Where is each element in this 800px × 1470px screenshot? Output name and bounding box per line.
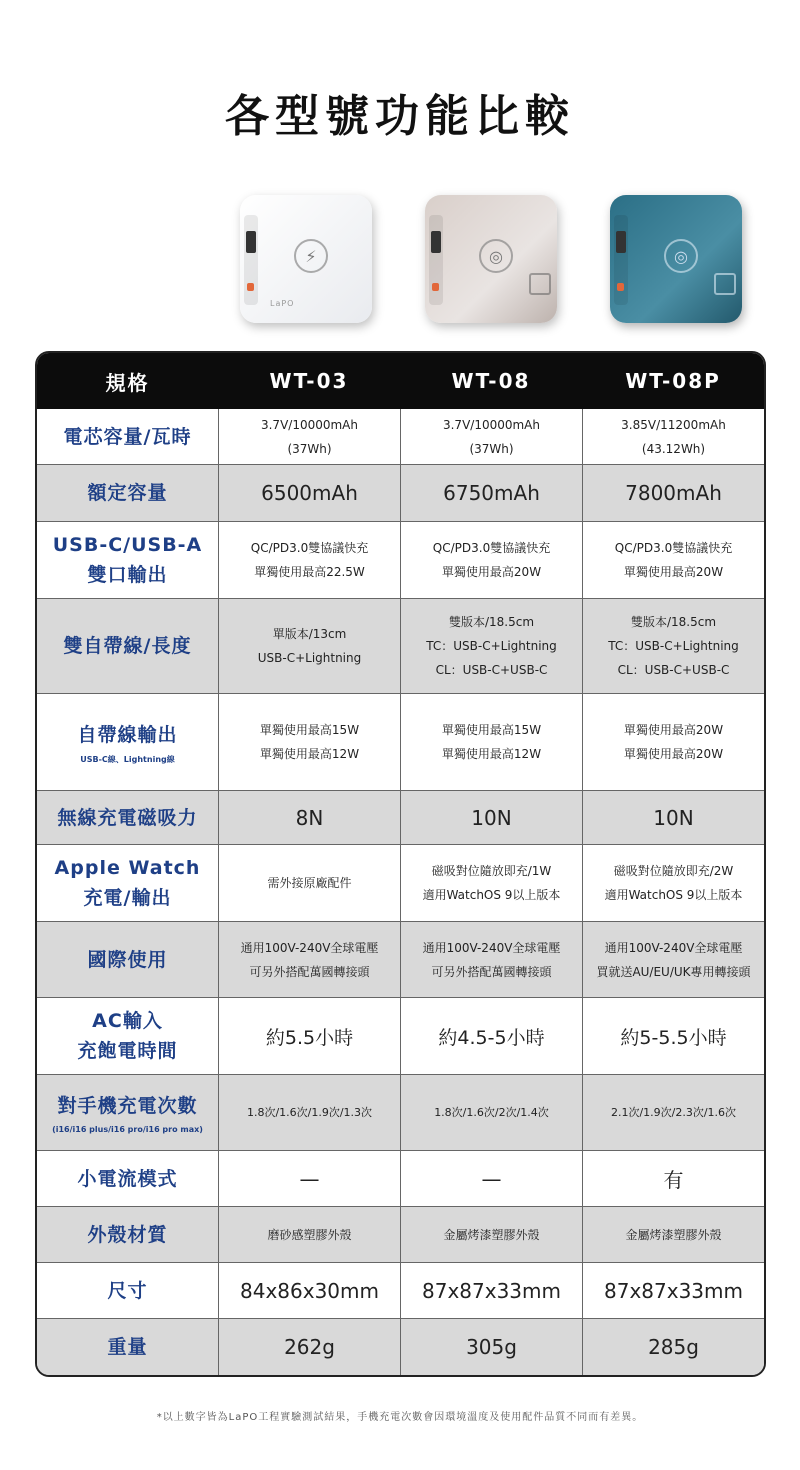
row-label-note: (i16/i16 plus/i16 pro/i16 pro max) [52, 1125, 203, 1134]
cell-text: 3.85V/11200mAh [621, 417, 726, 432]
header-wt08p: WT-08P [625, 369, 721, 393]
value-cell-wt-03 [218, 599, 400, 693]
lightning-icon: ⚡ [294, 239, 328, 273]
header-spec: 規格 [105, 370, 150, 395]
table-row [37, 599, 764, 694]
cell-text: 單獨使用最高20W [441, 565, 542, 579]
cell-text: 87x87x33mm [422, 1278, 561, 1303]
cell-text: 約5.5小時 [265, 1026, 354, 1049]
cell-text: 單獨使用最高22.5W [254, 565, 365, 579]
cell-text: 約5-5.5小時 [620, 1026, 727, 1049]
row-label-cell [37, 1075, 218, 1150]
table-row [37, 845, 764, 922]
value-cell-wt-08 [400, 1319, 582, 1375]
row-label: 外殼材質 [87, 1223, 168, 1246]
cell-text: 10N [653, 805, 694, 830]
cell-text: 87x87x33mm [604, 1278, 743, 1303]
value-cell-wt-03 [218, 1207, 400, 1262]
value-cell-wt-03 [218, 1075, 400, 1150]
cell-text: 約4.5-5小時 [438, 1026, 545, 1049]
cell-text: 1.8次/1.6次/2次/1.4次 [434, 1105, 549, 1119]
value-cell-wt-08 [400, 599, 582, 693]
cell-text: (37Wh) [287, 441, 332, 456]
footnote: *以上數字皆為LaPO工程實驗測試結果，手機充電次數會因環境溫度及使用配件品質不同而有差異。 [156, 1412, 644, 1423]
cell-text: (37Wh) [469, 441, 514, 456]
cell-text: 10N [471, 805, 512, 830]
brand-logo: LaPO [270, 299, 295, 308]
cell-text: 84x86x30mm [240, 1278, 379, 1303]
row-label: AC輸入 [92, 1010, 163, 1032]
table-row [37, 465, 764, 522]
spec-comparison-table [35, 351, 766, 1377]
value-cell-wt-03 [218, 1263, 400, 1318]
cell-text: 買就送AU/EU/UK專用轉接頭 [596, 964, 751, 979]
page-title: 各型號功能比較 [225, 91, 575, 142]
row-label-cell [37, 845, 218, 921]
value-cell-wt-08p [582, 791, 764, 844]
cell-text: QC/PD3.0雙協議快充 [432, 541, 551, 555]
row-label: USB-C/USB-A [52, 534, 203, 556]
value-cell-wt-03 [218, 922, 400, 997]
product-image-wt08 [415, 185, 565, 330]
row-label: 雙自帶線/長度 [63, 635, 192, 657]
value-cell-wt-08p [582, 1075, 764, 1150]
table-row [37, 1263, 764, 1319]
value-cell-wt-08p [582, 465, 764, 521]
row-label-cell [37, 1151, 218, 1206]
row-label-cell [37, 998, 218, 1074]
value-cell-wt-03 [218, 1319, 400, 1375]
cell-text: 1.8次/1.6次/1.9次/1.3次 [246, 1105, 373, 1119]
magnet-ring-icon: ◎ [664, 239, 698, 273]
header-wt03: WT-03 [269, 369, 349, 393]
table-row [37, 1207, 764, 1263]
value-cell-wt-03 [218, 465, 400, 521]
row-label: 國際使用 [87, 948, 168, 971]
table-row [37, 1319, 764, 1375]
table-row [37, 922, 764, 998]
table-row [37, 694, 764, 791]
value-cell-wt-08 [400, 694, 582, 790]
table-row [37, 522, 764, 599]
product-image-wt03 [230, 185, 380, 330]
cell-text: 2.1次/1.9次/2.3次/1.6次 [610, 1105, 737, 1119]
row-label-cell [37, 409, 218, 464]
cell-text: 單獨使用最高15W [259, 723, 360, 737]
cell-text: TC：USB-C+Lightning [608, 639, 739, 653]
row-label: Apple Watch [54, 857, 201, 879]
value-cell-wt-03 [218, 522, 400, 598]
cell-text: 262g [284, 1335, 335, 1359]
value-cell-wt-03 [218, 694, 400, 790]
cell-text: 通用100V-240V全球電壓 [422, 940, 561, 955]
value-cell-wt-08p [582, 1151, 764, 1206]
cell-text: 適用WatchOS 9以上版本 [604, 888, 743, 902]
cell-text: CL：USB-C+USB-C [435, 663, 548, 677]
row-label-cell [37, 599, 218, 693]
cell-text: — [299, 1166, 320, 1191]
cell-text: 雙版本/18.5cm [448, 615, 535, 629]
value-cell-wt-08p [582, 694, 764, 790]
cell-text: 單獨使用最高20W [623, 565, 724, 579]
value-cell-wt-08 [400, 1207, 582, 1262]
row-label: 重量 [107, 1336, 148, 1358]
row-label: 無線充電磁吸力 [57, 806, 198, 829]
table-row [37, 1075, 764, 1151]
value-cell-wt-08 [400, 845, 582, 921]
table-row [37, 791, 764, 845]
cell-text: (43.12Wh) [641, 441, 706, 456]
value-cell-wt-08 [400, 998, 582, 1074]
product-image-wt08p [600, 185, 750, 330]
header-wt08: WT-08 [451, 369, 531, 393]
row-label: 小電流模式 [77, 1167, 178, 1190]
cell-text: QC/PD3.0雙協議快充 [614, 541, 733, 555]
cell-text: 金屬烤漆塑膠外殼 [625, 1227, 722, 1242]
value-cell-wt-08 [400, 922, 582, 997]
cell-text: 6500mAh [261, 481, 358, 505]
product-images [0, 185, 800, 335]
row-label: 充飽電時間 [77, 1040, 178, 1062]
cell-text: 單獨使用最高15W [441, 723, 542, 737]
cell-text: CL：USB-C+USB-C [617, 663, 730, 677]
cell-text: 單獨使用最高12W [441, 747, 542, 761]
value-cell-wt-03 [218, 791, 400, 844]
row-label: 雙口輸出 [87, 564, 168, 586]
value-cell-wt-08p [582, 845, 764, 921]
cell-text: QC/PD3.0雙協議快充 [250, 541, 369, 555]
row-label-note: USB-C線、Lightning線 [80, 754, 175, 764]
table-row [37, 1151, 764, 1207]
cell-text: 單獨使用最高12W [259, 747, 360, 761]
cell-text: 單獨使用最高20W [623, 723, 724, 737]
table-header [37, 353, 764, 409]
row-label-cell [37, 791, 218, 844]
cable-clip-icon [714, 273, 736, 295]
value-cell-wt-08 [400, 791, 582, 844]
cell-text: 磁吸對位隨放即充/1W [431, 864, 552, 878]
value-cell-wt-03 [218, 1151, 400, 1206]
row-label-cell [37, 1207, 218, 1262]
cell-text: 3.7V/10000mAh [260, 417, 358, 432]
value-cell-wt-08p [582, 998, 764, 1074]
cable-clip-icon [529, 273, 551, 295]
row-label-cell [37, 694, 218, 790]
value-cell-wt-08p [582, 409, 764, 464]
cell-text: 285g [648, 1335, 699, 1359]
value-cell-wt-08 [400, 1151, 582, 1206]
value-cell-wt-08 [400, 522, 582, 598]
cell-text: — [481, 1166, 502, 1191]
value-cell-wt-08p [582, 599, 764, 693]
value-cell-wt-08p [582, 1319, 764, 1375]
row-label: 電芯容量/瓦時 [63, 425, 192, 448]
row-label: 額定容量 [87, 482, 168, 504]
value-cell-wt-08p [582, 922, 764, 997]
cell-text: 磨砂感塑膠外殼 [267, 1227, 352, 1242]
value-cell-wt-03 [218, 998, 400, 1074]
cell-text: 可另外搭配萬國轉接頭 [249, 964, 370, 979]
row-label-cell [37, 1263, 218, 1318]
cell-text: 有 [663, 1168, 684, 1192]
cell-text: 磁吸對位隨放即充/2W [613, 864, 734, 878]
value-cell-wt-08p [582, 1263, 764, 1318]
cell-text: 單獨使用最高20W [623, 747, 724, 761]
row-label-cell [37, 522, 218, 598]
cell-text: 3.7V/10000mAh [442, 417, 540, 432]
value-cell-wt-08 [400, 1075, 582, 1150]
value-cell-wt-08 [400, 465, 582, 521]
value-cell-wt-08p [582, 1207, 764, 1262]
row-label: 對手機充電次數 [57, 1095, 198, 1117]
cell-text: 金屬烤漆塑膠外殼 [443, 1227, 540, 1242]
value-cell-wt-03 [218, 845, 400, 921]
cell-text: 可另外搭配萬國轉接頭 [431, 964, 552, 979]
row-label: 尺寸 [107, 1279, 148, 1302]
cell-text: 通用100V-240V全球電壓 [604, 940, 743, 955]
row-label-cell [37, 1319, 218, 1375]
cell-text: 適用WatchOS 9以上版本 [422, 888, 561, 902]
cell-text: TC：USB-C+Lightning [426, 639, 557, 653]
value-cell-wt-03 [218, 409, 400, 464]
row-label: 充電/輸出 [83, 887, 172, 909]
row-label-cell [37, 922, 218, 997]
cell-text: 需外接原廠配件 [267, 876, 352, 890]
cell-text: 通用100V-240V全球電壓 [240, 940, 379, 955]
row-label-cell [37, 465, 218, 521]
value-cell-wt-08 [400, 409, 582, 464]
value-cell-wt-08p [582, 522, 764, 598]
cell-text: 單版本/13cm [272, 627, 347, 641]
cell-text: 8N [295, 805, 324, 830]
cell-text: USB-C+Lightning [257, 651, 362, 665]
cell-text: 雙版本/18.5cm [630, 615, 717, 629]
table-row [37, 409, 764, 465]
magnet-ring-icon: ◎ [479, 239, 513, 273]
table-row [37, 998, 764, 1075]
cell-text: 7800mAh [625, 481, 722, 505]
cell-text: 305g [466, 1335, 517, 1359]
row-label: 自帶線輸出 [77, 723, 178, 746]
cell-text: 6750mAh [443, 481, 540, 505]
value-cell-wt-08 [400, 1263, 582, 1318]
